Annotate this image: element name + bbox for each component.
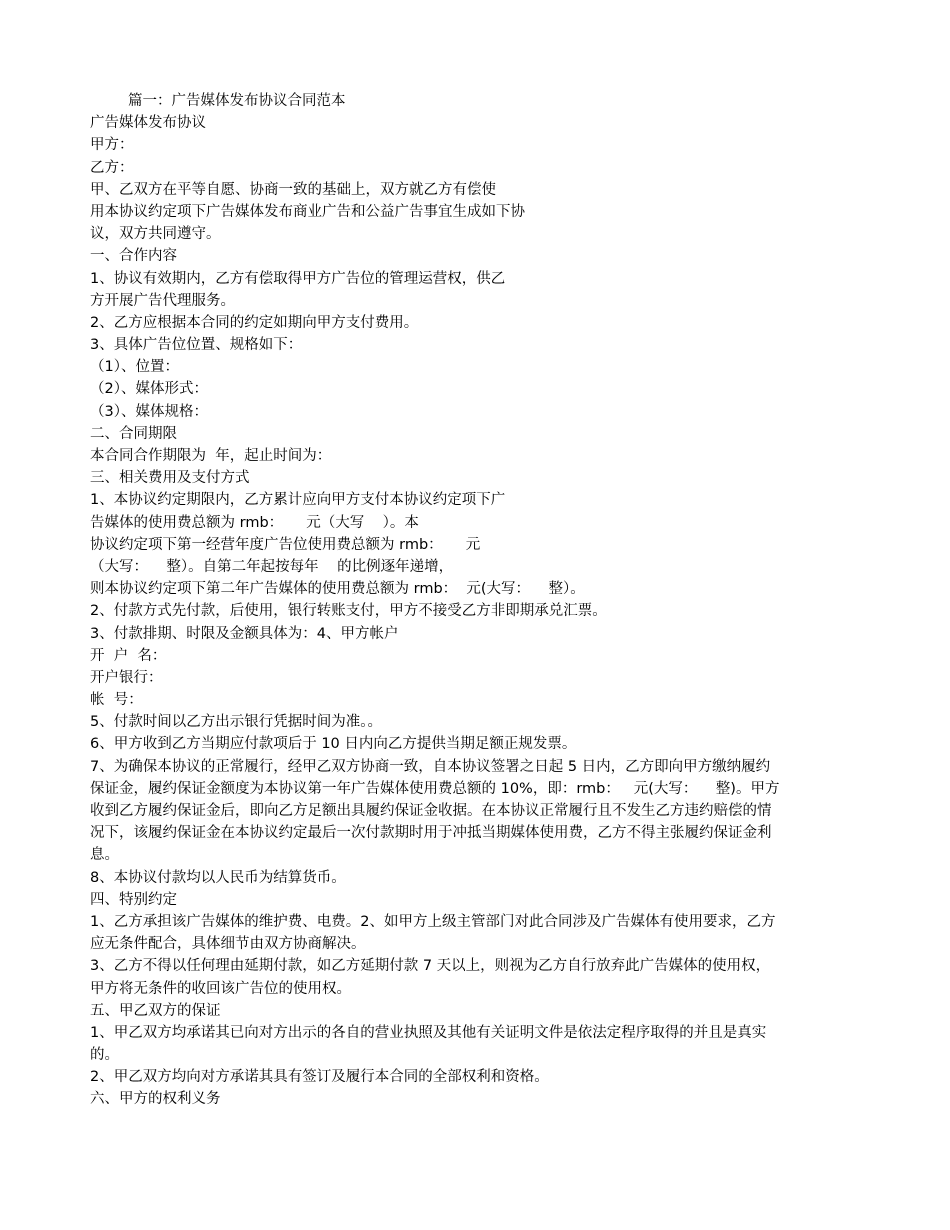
document-line: 则本协议约定项下第二年广告媒体的使用费总额为 rmb： 元(大写： 整）。: [90, 581, 585, 598]
document-line: 本合同合作期限为 年，起止时间为：: [90, 448, 332, 464]
document-line: 1、协议有效期内，乙方有偿取得甲方广告位的管理运营权，供乙: [90, 270, 506, 287]
document-line: 1、本协议约定期限内，乙方累计应向甲方支付本协议约定项下广: [90, 492, 506, 509]
document-line: 协议约定项下第一经营年度广告位使用费总额为 rmb： 元: [90, 536, 481, 553]
document-line: 3、付款排期、时限及金额具体为：4、甲方帐户: [90, 625, 399, 642]
document-title: 篇一：广告媒体发布协议合同范本: [128, 93, 346, 109]
document-line: （大写： 整）。自第二年起按每年 的比例逐年递增，: [90, 558, 454, 575]
document-line: 六、甲方的权利义务: [90, 1091, 221, 1108]
document-line: 2、甲乙双方均向对方承诺其具有签订及履行本合同的全部权利和资格。: [90, 1069, 549, 1086]
document-line: 6、甲方收到乙方当期应付款项后于 10 日内向乙方提供当期足额正规发票。: [90, 736, 577, 753]
document-line: 应无条件配合，具体细节由双方协商解决。: [90, 936, 366, 953]
document-line: 3、乙方不得以任何理由延期付款，如乙方延期付款 7 天以上，则视为乙方自行放弃此广告媒体的使用权，: [90, 958, 771, 975]
document-line: （3）、媒体规格：: [90, 403, 208, 420]
document-line: 的。: [90, 1047, 119, 1064]
document-line: 2、付款方式先付款，后使用，银行转账支付，甲方不接受乙方非即期承兑汇票。: [90, 603, 607, 620]
document-line: 息。: [90, 847, 119, 864]
document-line: （1）、位置：: [90, 359, 179, 376]
document-body: [90, 90, 865, 1111]
document-line: 8、本协议付款均以人民币为结算货币。: [90, 869, 346, 886]
document-line: 二、合同期限: [90, 425, 177, 442]
document-line: 收到乙方履约保证金后，即向乙方足额出具履约保证金收据。在本协议正常履行且不发生乙方违约赔偿的情: [90, 803, 772, 819]
document-line: 甲方：: [90, 137, 134, 154]
document-line: （2）、媒体形式：: [90, 381, 208, 398]
document-line: 帐 号：: [90, 692, 143, 709]
document-line: 3、具体广告位位置、规格如下：: [90, 337, 303, 354]
document-line: 四、特别约定: [90, 891, 177, 908]
document-line: 7、为确保本协议的正常履行，经甲乙双方协商一致，自本协议签署之日起 5 日内，乙方即向甲方缴纳履约: [90, 758, 771, 775]
document-line: 广告媒体发布协议: [90, 115, 206, 132]
document-line: 1、乙方承担该广告媒体的维护费、电费。2、如甲方上级主管部门对此合同涉及广告媒体有使用要求，乙方: [90, 913, 776, 930]
document-line: 方开展广告代理服务。: [90, 292, 235, 309]
document-line: 开 户 名：: [90, 647, 167, 664]
document-line: 用本协议约定项下广告媒体发布商业广告和公益广告事宜生成如下协: [90, 203, 525, 220]
document-line: 开户银行：: [90, 669, 163, 686]
document-line: 五、甲乙双方的保证: [90, 1002, 221, 1019]
document-line: 议，双方共同遵守。: [90, 226, 221, 243]
document-line: 保证金，履约保证金额度为本协议第一年广告媒体使用费总额的 10%，即：rmb： 元(大写： 整)。甲方: [90, 780, 780, 797]
document-line: 甲、乙双方在平等自愿、协商一致的基础上，双方就乙方有偿使: [90, 181, 496, 198]
document-line: 1、甲乙双方均承诺其已向对方出示的各自的营业执照及其他有关证明文件是依法定程序取得的并且是真实: [90, 1024, 767, 1041]
document-line: 一、合作内容: [90, 248, 177, 265]
document-line: 三、相关费用及支付方式: [90, 470, 250, 487]
document-line: 5、付款时间以乙方出示银行凭据时间为准。。: [90, 714, 382, 731]
document-line: 告媒体的使用费总额为 rmb： 元（大写 ）。本: [90, 514, 419, 531]
document-line: 乙方：: [90, 159, 134, 176]
document-line: 甲方将无条件的收回该广告位的使用权。: [90, 980, 351, 997]
document-line: 况下，该履约保证金在本协议约定最后一次付款期时用于冲抵当期媒体使用费，乙方不得主张履约保证金利: [90, 825, 772, 842]
document-line: 2、乙方应根据本合同的约定如期向甲方支付费用。: [90, 314, 419, 331]
